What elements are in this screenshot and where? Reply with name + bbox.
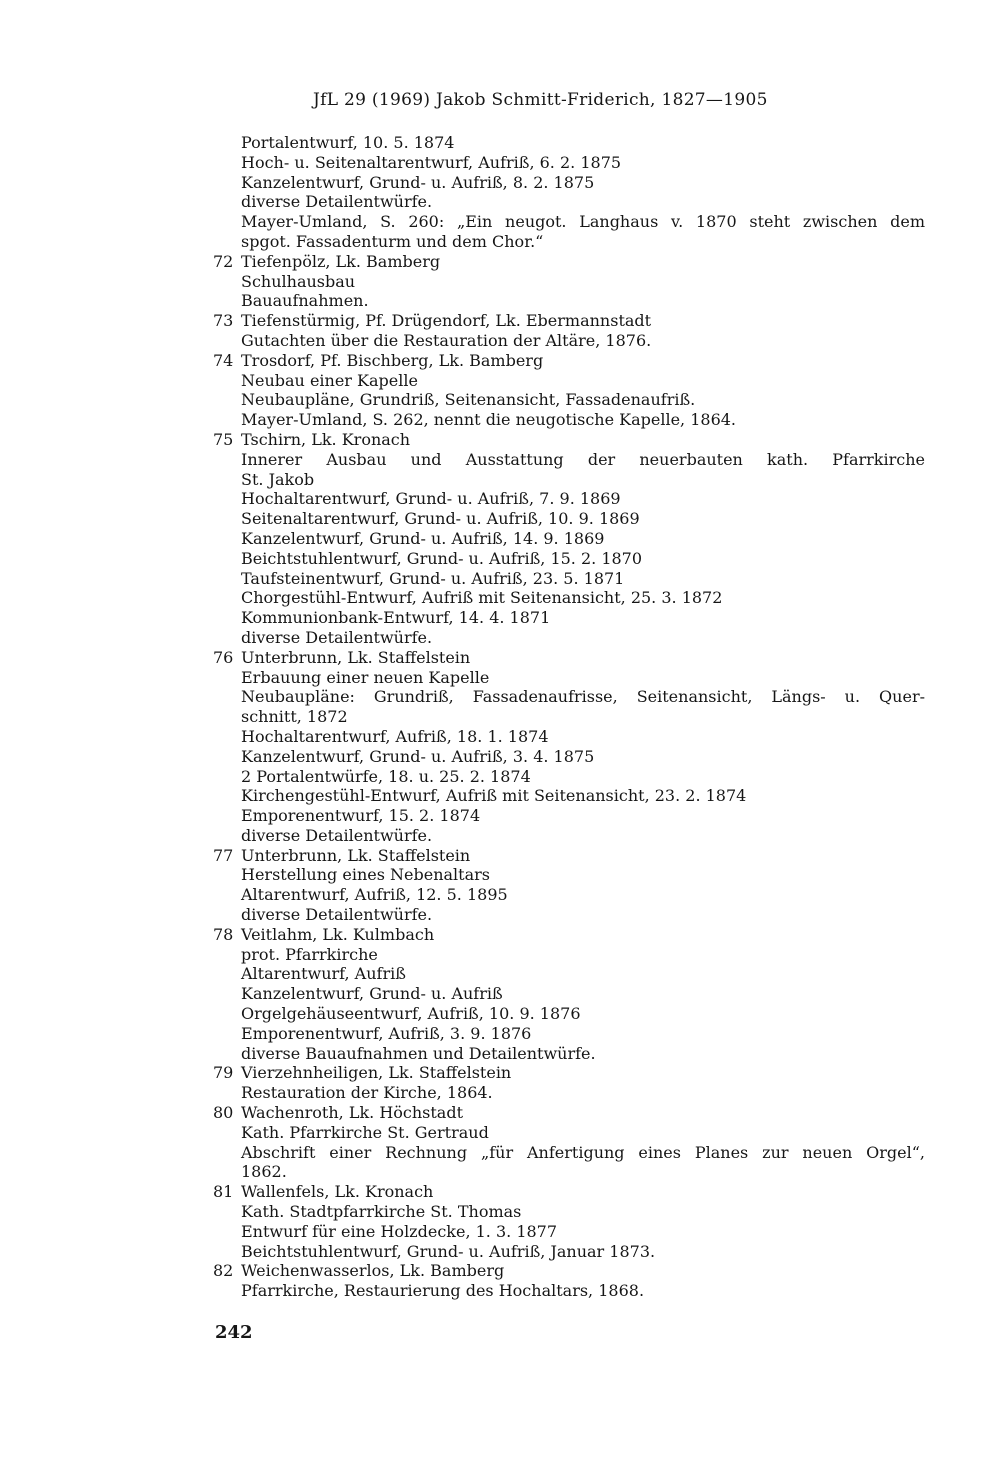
entry-line (213, 628, 925, 648)
entry-line (213, 1143, 925, 1163)
entry-text: Unterbrunn, Lk. Staffelstein (241, 647, 471, 667)
entry-number (213, 687, 241, 707)
entry-text: diverse Detailentwürfe. (241, 825, 433, 845)
entry-line (213, 509, 925, 529)
entry-number (213, 1044, 241, 1064)
entry-text: schnitt, 1872 (241, 707, 348, 727)
entry-text: diverse Detailentwürfe. (241, 192, 433, 212)
entry-number (213, 232, 241, 252)
entry-number (213, 727, 241, 747)
entry-line (213, 549, 925, 569)
entry-list (213, 133, 925, 1301)
entry-line (213, 905, 925, 925)
entry-number (213, 371, 241, 391)
entry-line (213, 964, 925, 984)
entry-number (213, 747, 241, 767)
entry-heading-line (213, 648, 925, 668)
entry-line (213, 470, 925, 490)
entry-number (213, 153, 241, 173)
entry-text: Hochaltarentwurf, Grund- u. Aufriß, 7. 9. 1869 (241, 489, 621, 509)
entry-line (213, 489, 925, 509)
entry-text: Altarentwurf, Aufriß, 12. 5. 1895 (241, 885, 508, 905)
entry-number (213, 1123, 241, 1143)
entry-text: Portalentwurf, 10. 5. 1874 (241, 133, 455, 152)
entry-text: Orgelgehäuseentwurf, Aufriß, 10. 9. 1876 (241, 1004, 581, 1024)
entry-number (213, 133, 241, 153)
entry-text: Herstellung eines Nebenaltars (241, 865, 490, 885)
entry-text: Neubau einer Kapelle (241, 370, 418, 390)
entry-text: 2 Portalentwürfe, 18. u. 25. 2. 1874 (241, 766, 531, 786)
entry-line (213, 786, 925, 806)
entry-number (213, 668, 241, 688)
entry-text: Wallenfels, Lk. Kronach (241, 1182, 434, 1202)
entry-line (213, 272, 925, 292)
entry-line (213, 1004, 925, 1024)
entry-line (213, 192, 925, 212)
entry-number: 72 (213, 251, 234, 271)
entry-line (213, 608, 925, 628)
entry-line (213, 588, 925, 608)
entry-line (213, 212, 925, 232)
entry-text: Beichtstuhlentwurf, Grund- u. Aufriß, 15. 2. 1870 (241, 548, 643, 568)
entry-text: Trosdorf, Pf. Bischberg, Lk. Bamberg (241, 350, 544, 370)
entry-number (213, 410, 241, 430)
running-header: JfL 29 (1969) Jakob Schmitt-Friderich, 1827—1905 (313, 90, 768, 110)
entry-heading-line (213, 430, 925, 450)
entry-line (213, 767, 925, 787)
entry-number (213, 707, 241, 727)
entry-number (213, 964, 241, 984)
entry-number (213, 1222, 241, 1242)
entry-heading-line (213, 311, 925, 331)
entry-line (213, 1242, 925, 1262)
entry-text: St. Jakob (241, 469, 315, 489)
entry-number (213, 1281, 241, 1301)
entry-line (213, 232, 925, 252)
entry-text: Chorgestühl-Entwurf, Aufriß mit Seitenansicht, 25. 3. 1872 (241, 588, 723, 608)
entry-number (213, 885, 241, 905)
entry-heading-line (213, 846, 925, 866)
entry-line (213, 707, 925, 727)
entry-heading-line (213, 1261, 925, 1281)
entry-number (213, 1143, 241, 1163)
entry-text: Abschrift einer Rechnung „für Anfertigung eines Planes zur neuen Orgel“, (241, 1142, 925, 1162)
entry-number (213, 984, 241, 1004)
entry-number: 76 (213, 647, 234, 667)
entry-text: Hochaltarentwurf, Aufriß, 18. 1. 1874 (241, 726, 549, 746)
entry-number (213, 806, 241, 826)
entry-text: Schulhausbau (241, 271, 356, 291)
entry-text: Tiefenstürmig, Pf. Drügendorf, Lk. Ebermannstadt (241, 311, 652, 331)
entry-text: Kanzelentwurf, Grund- u. Aufriß, 14. 9. 1869 (241, 528, 605, 548)
entry-text: Mayer-Umland, S. 260: „Ein neugot. Langhaus v. 1870 steht zwischen dem (241, 212, 925, 232)
entry-text: Altarentwurf, Aufriß (241, 964, 406, 984)
entry-number: 78 (213, 924, 234, 944)
entry-number (213, 291, 241, 311)
entry-text: Kath. Pfarrkirche St. Gertraud (241, 1122, 489, 1142)
entry-line (213, 331, 925, 351)
entry-line (213, 450, 925, 470)
entry-line (213, 1202, 925, 1222)
entry-text: Entwurf für eine Holzdecke, 1. 3. 1877 (241, 1221, 558, 1241)
entry-number (213, 173, 241, 193)
entry-text: Restauration der Kirche, 1864. (241, 1083, 493, 1103)
entry-number (213, 945, 241, 965)
entry-line (213, 291, 925, 311)
entry-text: Kanzelentwurf, Grund- u. Aufriß, 3. 4. 1875 (241, 746, 595, 766)
entry-number (213, 529, 241, 549)
entry-heading-line (213, 1182, 925, 1202)
entry-heading-line (213, 252, 925, 272)
entry-number (213, 331, 241, 351)
entry-heading-line (213, 925, 925, 945)
entry-number: 75 (213, 429, 234, 449)
entry-text: Vierzehnheiligen, Lk. Staffelstein (241, 1063, 512, 1083)
entry-text: Tschirn, Lk. Kronach (241, 429, 411, 449)
entry-line (213, 1162, 925, 1182)
entry-number (213, 450, 241, 470)
entry-number (213, 489, 241, 509)
entry-number: 82 (213, 1261, 234, 1281)
entry-text: 1862. (241, 1162, 287, 1182)
entry-line (213, 885, 925, 905)
entry-text: Innerer Ausbau und Ausstattung der neuerbauten kath. Pfarrkirche (241, 449, 925, 469)
entry-number (213, 905, 241, 925)
entry-text: Kanzelentwurf, Grund- u. Aufriß (241, 984, 503, 1004)
entry-text: Bauaufnahmen. (241, 291, 369, 311)
entry-line (213, 1083, 925, 1103)
entry-text: Tiefenpölz, Lk. Bamberg (241, 251, 441, 271)
entry-text: Weichenwasserlos, Lk. Bamberg (241, 1261, 505, 1281)
entry-text: Emporenentwurf, 15. 2. 1874 (241, 806, 481, 826)
entry-text: Kirchengestühl-Entwurf, Aufriß mit Seitenansicht, 23. 2. 1874 (241, 786, 747, 806)
entry-text: spgot. Fassadenturm und dem Chor.“ (241, 231, 544, 251)
entry-number (213, 1024, 241, 1044)
entry-text: Beichtstuhlentwurf, Grund- u. Aufriß, Januar 1873. (241, 1241, 656, 1261)
entry-text: Gutachten über die Restauration der Altäre, 1876. (241, 330, 652, 350)
entry-line (213, 529, 925, 549)
entry-number: 74 (213, 350, 234, 370)
entry-text: Kanzelentwurf, Grund- u. Aufriß, 8. 2. 1875 (241, 172, 595, 192)
entry-number (213, 569, 241, 589)
entry-heading-line (213, 133, 925, 153)
entry-number (213, 826, 241, 846)
entry-line (213, 173, 925, 193)
entry-line (213, 1281, 925, 1301)
entry-text: Kath. Stadtpfarrkirche St. Thomas (241, 1202, 522, 1222)
entry-text: Neubaupläne: Grundriß, Fassadenaufrisse, Seitenansicht, Längs- u. Quer- (241, 687, 925, 707)
entry-number (213, 1242, 241, 1262)
entry-line (213, 806, 925, 826)
entry-number (213, 192, 241, 212)
entry-line (213, 1044, 925, 1064)
entry-number (213, 588, 241, 608)
entry-line (213, 687, 925, 707)
entry-number (213, 786, 241, 806)
entry-number (213, 1202, 241, 1222)
entry-text: Neubaupläne, Grundriß, Seitenansicht, Fassadenaufriß. (241, 390, 696, 410)
entry-text: Veitlahm, Lk. Kulmbach (241, 924, 435, 944)
entry-number (213, 865, 241, 885)
entry-text: Pfarrkirche, Restaurierung des Hochaltars, 1868. (241, 1281, 645, 1301)
entry-line (213, 153, 925, 173)
entry-number: 77 (213, 845, 234, 865)
entry-text: Kommunionbank-Entwurf, 14. 4. 1871 (241, 608, 551, 628)
entry-number (213, 470, 241, 490)
entry-text: Unterbrunn, Lk. Staffelstein (241, 845, 471, 865)
entry-number: 81 (213, 1182, 234, 1202)
entry-line (213, 371, 925, 391)
entry-line (213, 1123, 925, 1143)
entry-text: diverse Detailentwürfe. (241, 905, 433, 925)
entry-number (213, 1004, 241, 1024)
entry-number (213, 1162, 241, 1182)
entry-line (213, 1024, 925, 1044)
entry-text: Wachenroth, Lk. Höchstadt (241, 1103, 464, 1123)
entry-line (213, 410, 925, 430)
entry-text: prot. Pfarrkirche (241, 944, 378, 964)
entry-line (213, 727, 925, 747)
entry-text: Seitenaltarentwurf, Grund- u. Aufriß, 10. 9. 1869 (241, 509, 640, 529)
entry-number (213, 549, 241, 569)
entry-number: 80 (213, 1103, 234, 1123)
entry-number (213, 212, 241, 232)
entry-number (213, 608, 241, 628)
entry-number (213, 390, 241, 410)
entry-line (213, 668, 925, 688)
entry-text: Mayer-Umland, S. 262, nennt die neugotische Kapelle, 1864. (241, 410, 737, 430)
entry-line (213, 984, 925, 1004)
entry-text: diverse Bauaufnahmen und Detailentwürfe. (241, 1043, 596, 1063)
entry-line (213, 747, 925, 767)
entry-heading-line (213, 351, 925, 371)
entry-heading-line (213, 1103, 925, 1123)
entry-number (213, 767, 241, 787)
entry-line (213, 390, 925, 410)
entry-text: Hoch- u. Seitenaltarentwurf, Aufriß, 6. 2. 1875 (241, 152, 622, 172)
entry-heading-line (213, 1063, 925, 1083)
entry-text: Erbauung einer neuen Kapelle (241, 667, 490, 687)
entry-text: Taufsteinentwurf, Grund- u. Aufriß, 23. 5. 1871 (241, 568, 625, 588)
entry-number: 73 (213, 311, 234, 331)
entry-text: diverse Detailentwürfe. (241, 627, 433, 647)
entry-line (213, 569, 925, 589)
entry-line (213, 865, 925, 885)
entry-text: Emporenentwurf, Aufriß, 3. 9. 1876 (241, 1023, 532, 1043)
page-number: 242 (215, 1322, 253, 1343)
entry-number (213, 509, 241, 529)
entry-line (213, 1222, 925, 1242)
entry-number: 79 (213, 1063, 234, 1083)
entry-line (213, 945, 925, 965)
entry-number (213, 628, 241, 648)
entry-line (213, 826, 925, 846)
entry-number (213, 272, 241, 292)
entry-number (213, 1083, 241, 1103)
